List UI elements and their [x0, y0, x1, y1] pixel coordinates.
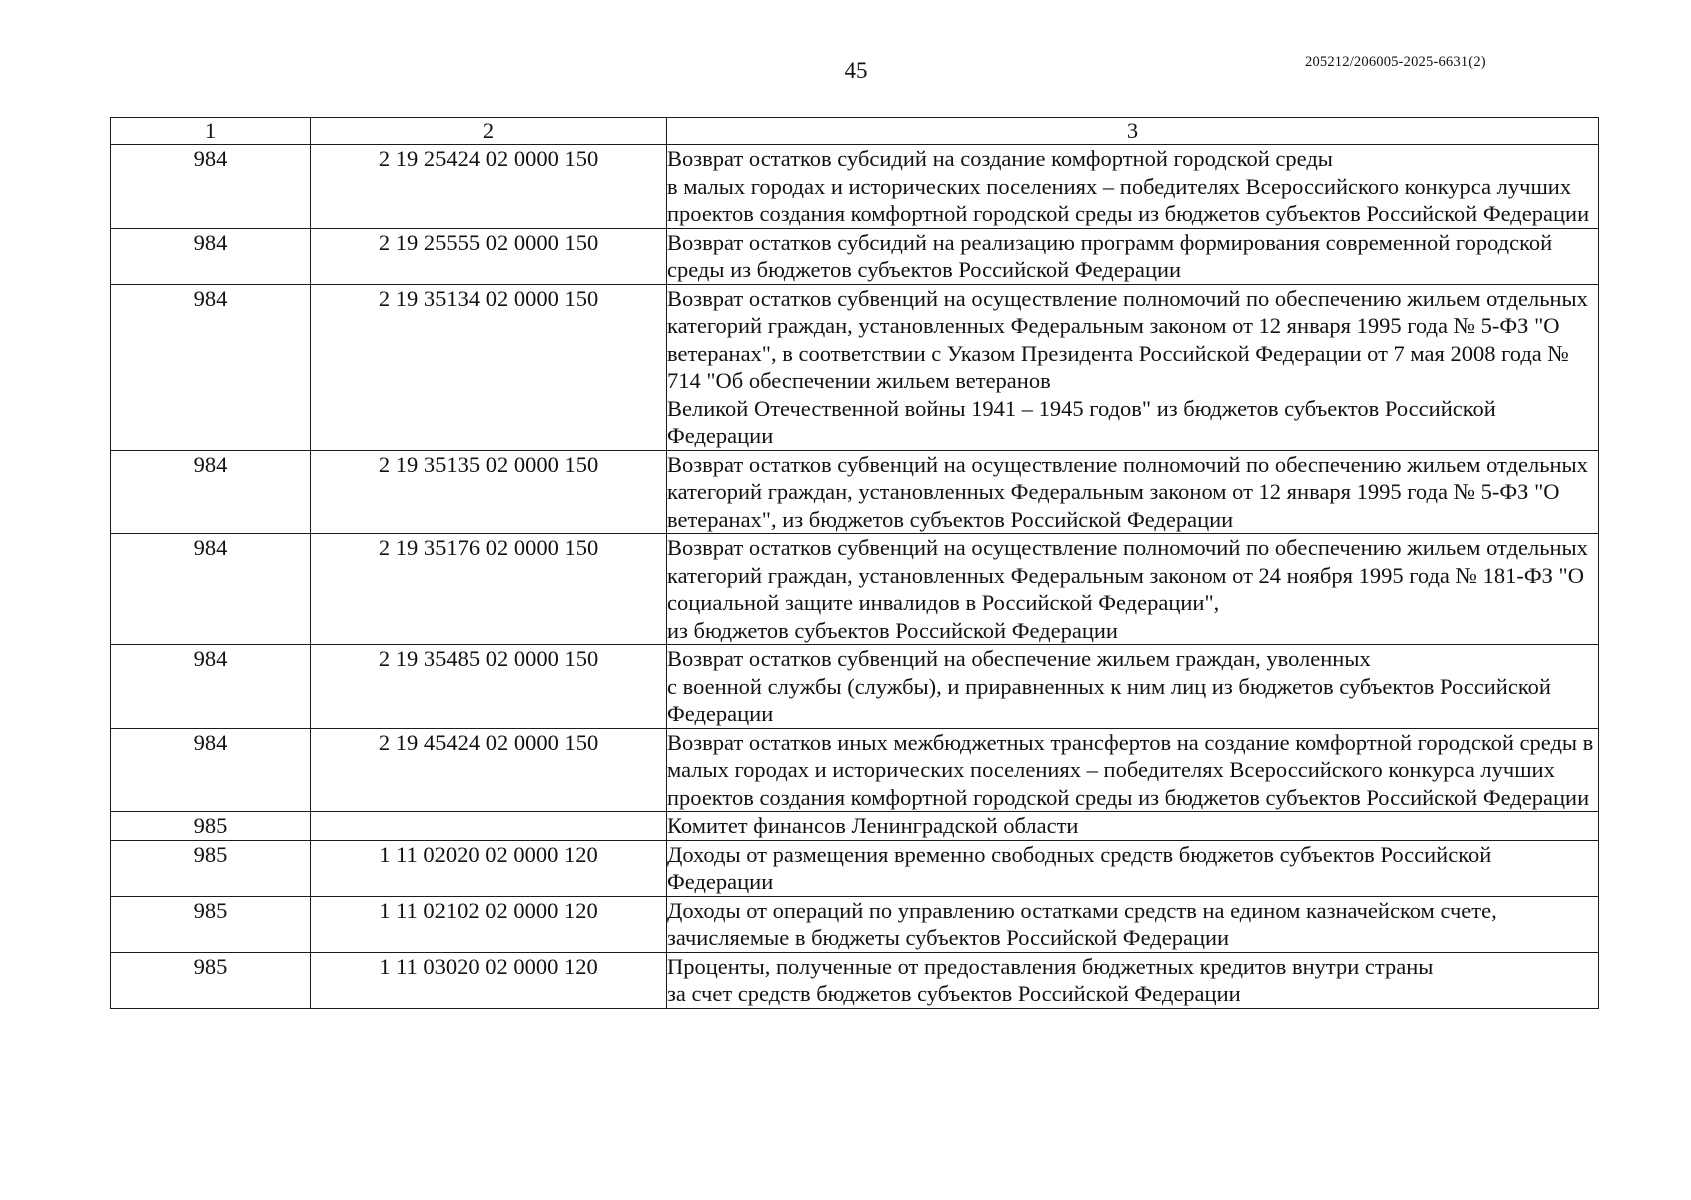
table-row: [111, 728, 1599, 812]
revenue-codes-table: [110, 117, 1599, 1009]
revenue-code-cell: 1 11 03020 02 0000 120: [311, 952, 667, 1008]
table-row: [111, 952, 1599, 1008]
description-cell: Комитет финансов Ленинградской области: [667, 812, 1599, 841]
table-row: [111, 812, 1599, 841]
admin-code-cell: 984: [111, 534, 311, 645]
admin-code-cell: 984: [111, 645, 311, 729]
admin-code-cell: 984: [111, 228, 311, 284]
revenue-code-cell: 2 19 35176 02 0000 150: [311, 534, 667, 645]
table-row: [111, 145, 1599, 229]
admin-code-cell: 985: [111, 896, 311, 952]
table-header-row: [111, 118, 1599, 145]
column-header-3: 3: [667, 118, 1599, 145]
description-cell: Возврат остатков субвенций на осуществление полномочий по обеспечению жильем отдельных категорий граждан, установленных Федеральным законом от 12 января 1995 года № 5-ФЗ "О ветеранах", в соответствии с Указом Президента Российской Федерации от 7 мая 2008 года № 714 "Об обеспечении жильем ветеранов Великой Отечественной войны 1941 – 1945 годов" из бюджетов субъектов Российской Федерации: [667, 284, 1599, 450]
admin-code-cell: 985: [111, 812, 311, 841]
description-cell: Возврат остатков субвенций на обеспечение жильем граждан, уволенных с военной службы (службы), и приравненных к ним лиц из бюджетов субъектов Российской Федерации: [667, 645, 1599, 729]
table-row: [111, 450, 1599, 534]
table-row: [111, 228, 1599, 284]
revenue-code-cell: 1 11 02020 02 0000 120: [311, 840, 667, 896]
revenue-code-cell: 1 11 02102 02 0000 120: [311, 896, 667, 952]
description-cell: Возврат остатков субсидий на создание комфортной городской среды в малых городах и исторических поселениях – победителях Всероссийского конкурса лучших проектов создания комфортной городской среды из бюджетов субъектов Российской Федерации: [667, 145, 1599, 229]
column-header-1: 1: [111, 118, 311, 145]
revenue-code-cell: [311, 812, 667, 841]
description-cell: Возврат остатков субсидий на реализацию программ формирования современной городской среды из бюджетов субъектов Российской Федерации: [667, 228, 1599, 284]
admin-code-cell: 984: [111, 145, 311, 229]
admin-code-cell: 985: [111, 952, 311, 1008]
table-row: [111, 896, 1599, 952]
description-cell: Проценты, полученные от предоставления бюджетных кредитов внутри страны за счет средств бюджетов субъектов Российской Федерации: [667, 952, 1599, 1008]
admin-code-cell: 984: [111, 450, 311, 534]
admin-code-cell: 984: [111, 728, 311, 812]
description-cell: Возврат остатков субвенций на осуществление полномочий по обеспечению жильем отдельных категорий граждан, установленных Федеральным законом от 24 ноября 1995 года № 181-ФЗ "О социальной защите инвалидов в Российской Федерации", из бюджетов субъектов Российской Федерации: [667, 534, 1599, 645]
table-row: [111, 840, 1599, 896]
admin-code-cell: 984: [111, 284, 311, 450]
description-cell: Доходы от размещения временно свободных средств бюджетов субъектов Российской Федерации: [667, 840, 1599, 896]
description-cell: Доходы от операций по управлению остатками средств на едином казначейском счете, зачисляемые в бюджеты субъектов Российской Федерации: [667, 896, 1599, 952]
description-cell: Возврат остатков иных межбюджетных трансфертов на создание комфортной городской среды в малых городах и исторических поселениях – победителях Всероссийского конкурса лучших проектов создания комфортной городской среды из бюджетов субъектов Российской Федерации: [667, 728, 1599, 812]
table-row: [111, 645, 1599, 729]
revenue-code-cell: 2 19 35135 02 0000 150: [311, 450, 667, 534]
revenue-code-cell: 2 19 45424 02 0000 150: [311, 728, 667, 812]
revenue-code-cell: 2 19 35485 02 0000 150: [311, 645, 667, 729]
revenue-code-cell: 2 19 25555 02 0000 150: [311, 228, 667, 284]
admin-code-cell: 985: [111, 840, 311, 896]
document-id: 205212/206005-2025-6631(2): [1305, 54, 1486, 70]
table-row: [111, 534, 1599, 645]
description-cell: Возврат остатков субвенций на осуществление полномочий по обеспечению жильем отдельных категорий граждан, установленных Федеральным законом от 12 января 1995 года № 5-ФЗ "О ветеранах", из бюджетов субъектов Российской Федерации: [667, 450, 1599, 534]
revenue-code-cell: 2 19 25424 02 0000 150: [311, 145, 667, 229]
table-row: [111, 284, 1599, 450]
column-header-2: 2: [311, 118, 667, 145]
page-number: 45: [844, 58, 868, 83]
revenue-code-cell: 2 19 35134 02 0000 150: [311, 284, 667, 450]
